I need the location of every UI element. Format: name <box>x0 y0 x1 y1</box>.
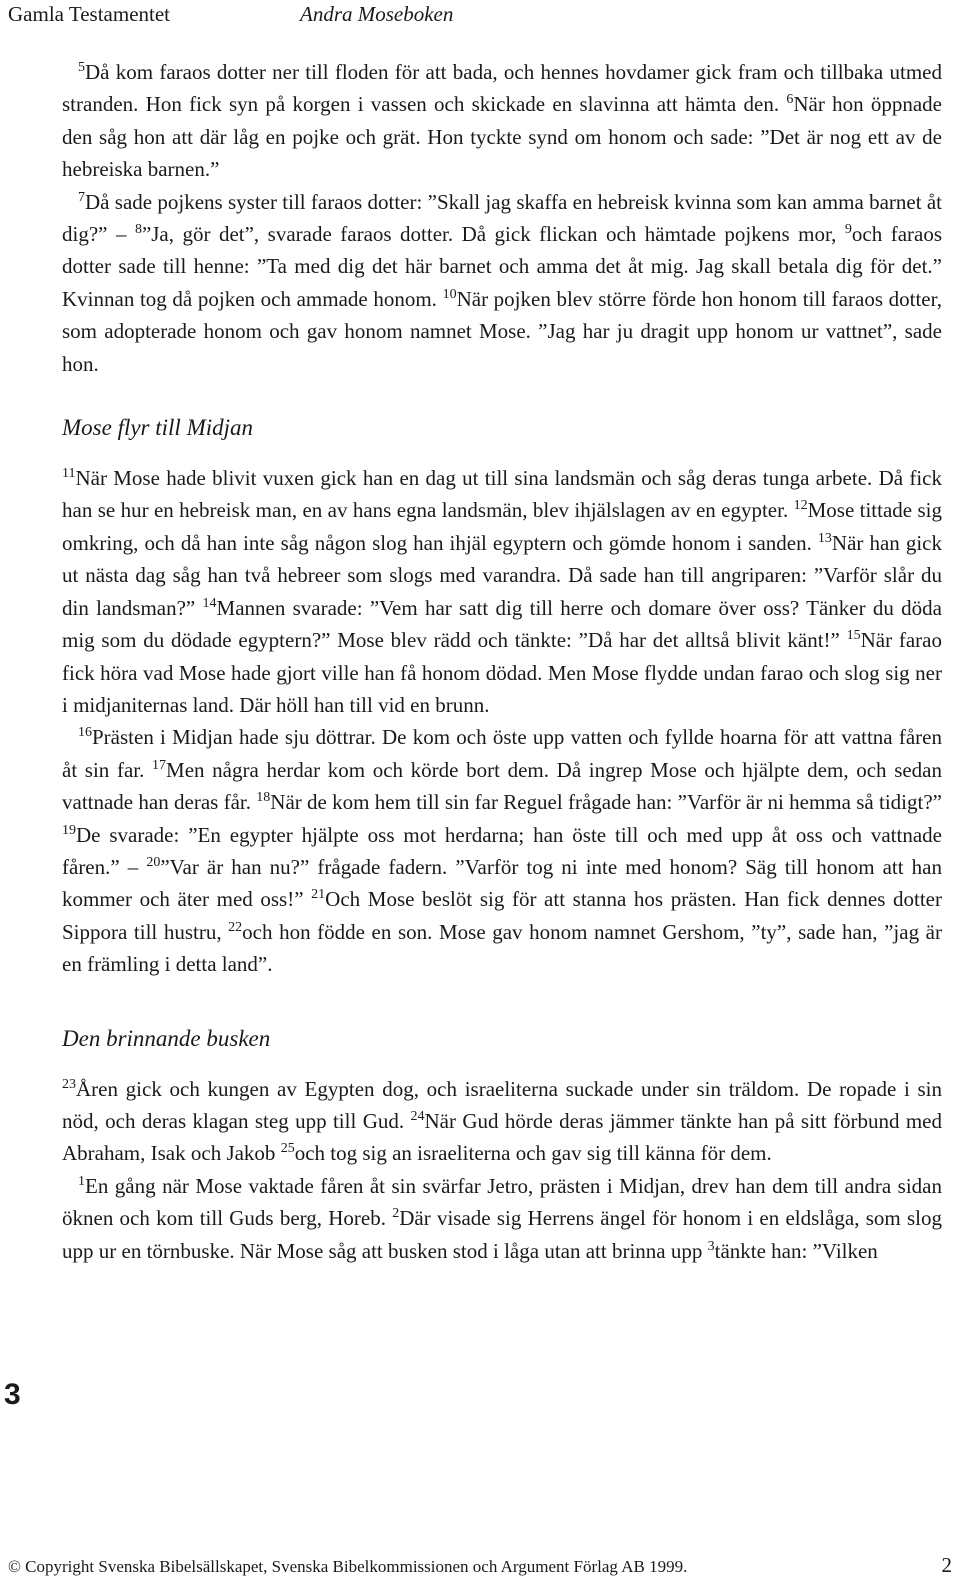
verse-number: 11 <box>62 466 76 482</box>
verse-number: 22 <box>228 919 243 935</box>
verse-number: 14 <box>202 595 217 611</box>
verse-number: 17 <box>152 757 167 773</box>
verse-number: 5 <box>78 60 85 75</box>
verse-number: 15 <box>846 628 861 644</box>
paragraph <box>62 1170 942 1267</box>
verse-number: 24 <box>410 1108 425 1124</box>
paragraph <box>62 721 942 980</box>
verse-text: och faraos dotter sade till henne: ”Ta med dig det här barnet och amma det åt mig. Jag skall betala dig för det.” Kvinnan tog då pojken och ammade honom. <box>62 222 943 311</box>
verse-number: 21 <box>311 887 326 903</box>
verse-number: 7 <box>78 189 85 205</box>
paragraph <box>62 462 942 721</box>
section-title: Andra Moseboken <box>300 2 454 26</box>
verse-number: 12 <box>793 498 808 514</box>
verse-number: 23 <box>62 1076 76 1092</box>
verse-text: När hon öppnade den såg hon att där låg en pojke och grät. Hon tyckte synd om honom och sade: ”Det är nog ett av de hebreiska barnen.” <box>62 92 943 182</box>
verse-text: När han gick ut nästa dag såg han två hebreer som slogs med varandra. Då sade han till angriparen: ”Varför slår du din landsman?” <box>62 530 942 620</box>
verse-text: Åren gick och kungen av Egypten dog, och israeliterna suckade under sin träldom. De ropade i sin nöd, och deras klagan steg upp till Gud. <box>62 1076 942 1133</box>
verse-number: 3 <box>707 1238 715 1254</box>
verse-number: 1 <box>78 1173 85 1189</box>
page-number: 2 <box>941 1553 952 1577</box>
verse-text: ”Var är han nu?” frågade fadern. ”Varför tog ni inte med honom? Säg till honom att han kommer och äter med oss!” <box>62 854 942 912</box>
verse-text: och hon födde en son. Mose gav honom namnet Gershom, ”ty”, sade han, ”jag är en främling i detta land”. <box>62 919 942 977</box>
verse-text: Mannen svarade: ”Vem har satt dig till herre och domare över oss? Tänker du döda mig som du dödade egyptern?” Mose blev rädd och tänkte: ”Då har det alltså blivit känt!” <box>62 595 942 653</box>
verse-text: När farao fick höra vad Mose hade gjort ville han få honom dödad. Men Mose flydde undan farao och slog sig ner i midjaniternas land. Där höll han till vid en brunn. <box>62 628 942 717</box>
verse-number: 16 <box>78 725 92 741</box>
verse-text: Mose tittade sig omkring, och då han inte såg någon slog han ihjäl egyptern och gömde honom i sanden. <box>62 498 943 555</box>
section-heading: Mose flyr till Midjan <box>62 415 254 441</box>
page-header <box>8 0 952 30</box>
verse-text: Då sade pojkens syster till faraos dotter: ”Skall jag skaffa en hebreisk kvinna som kan amma barnet åt dig?” – <box>62 189 942 247</box>
verse-text: De svarade: ”En egypter hjälpte oss mot herdarna; han öste till och med upp åt oss och vattnade fåren.” – <box>62 822 942 879</box>
verse-number: 19 <box>62 822 76 838</box>
verse-text: Då kom faraos dotter ner till floden för att bada, och hennes hovdamer gick fram och tillbaka utmed stranden. Hon fick syn på korgen i vassen och skickade en slavinna att hämta den. <box>62 60 942 117</box>
section-heading: Den brinnande busken <box>62 1025 271 1051</box>
verse-text: När Mose hade blivit vuxen gick han en dag ut till sina landsmän och såg deras tunga arbete. Då fick han se hur en hebreisk man, en av hans egna landsmän, blev ihjälslagen av en egypter. <box>62 466 942 523</box>
verse-text: Där visade sig Herrens ängel för honom i en eldslåga, som slog upp ur en törnbuske. När Mose såg att busken stod i låga utan att brinna upp <box>62 1206 942 1263</box>
verse-text: När pojken blev större förde hon honom till faraos dotter, som adopterade honom och gav honom namnet Mose. ”Jag har ju dragit upp honom ur vattnet”, sade hon. <box>62 286 943 376</box>
paragraph <box>62 1073 942 1170</box>
verse-number: 10 <box>442 286 457 302</box>
paragraph <box>62 56 942 186</box>
verse-text: En gång när Mose vaktade fåren åt sin svärfar Jetro, prästen i Midjan, drev han dem till andra sidan öknen och kom till Guds berg, Horeb. <box>62 1173 942 1231</box>
chapter-number: 3 <box>4 1378 21 1411</box>
copyright-notice: © Copyright Svenska Bibelsällskapet, Svenska Bibelkommissionen och Argument Förlag AB 1999. <box>8 1557 688 1576</box>
verse-number: 6 <box>786 92 794 108</box>
verse-text: Och Mose beslöt sig för att stanna hos prästen. Han fick dennes dotter Sippora till hustru, <box>62 887 942 944</box>
verse-text: ”Ja, gör det”, svarade faraos dotter. Då gick flickan och hämtade pojkens mor, <box>141 222 845 247</box>
bible-text <box>62 56 942 1267</box>
verse-text: Prästen i Midjan hade sju döttrar. De kom och öste upp vatten och fyllde hoarna för att vattna fåren åt sin far. <box>62 725 942 782</box>
verse-number: 8 <box>134 222 142 238</box>
book-title: Gamla Testamentet <box>8 2 171 26</box>
verse-text: tänkte han: ”Vilken <box>714 1238 878 1263</box>
verse-number: 9 <box>844 222 852 238</box>
verse-text: Men några herdar kom och körde bort dem. Då ingrep Mose och hjälpte dem, och sedan vattnade han deras får. <box>62 757 943 815</box>
verse-number: 25 <box>280 1141 295 1157</box>
verse-text: När Gud hörde deras jämmer tänkte han på sitt förbund med Abraham, Isak och Jakob <box>62 1108 942 1166</box>
verse-text: och tog sig an israeliterna och gav sig till känna för dem. <box>294 1141 772 1166</box>
paragraph <box>62 186 942 380</box>
verse-number: 13 <box>817 530 832 546</box>
verse-number: 20 <box>146 854 161 870</box>
verse-text: När de kom hem till sin far Reguel frågade han: ”Varför är ni hemma så tidigt?” <box>270 790 942 815</box>
verse-number: 18 <box>256 790 271 806</box>
verse-number: 2 <box>392 1206 400 1222</box>
